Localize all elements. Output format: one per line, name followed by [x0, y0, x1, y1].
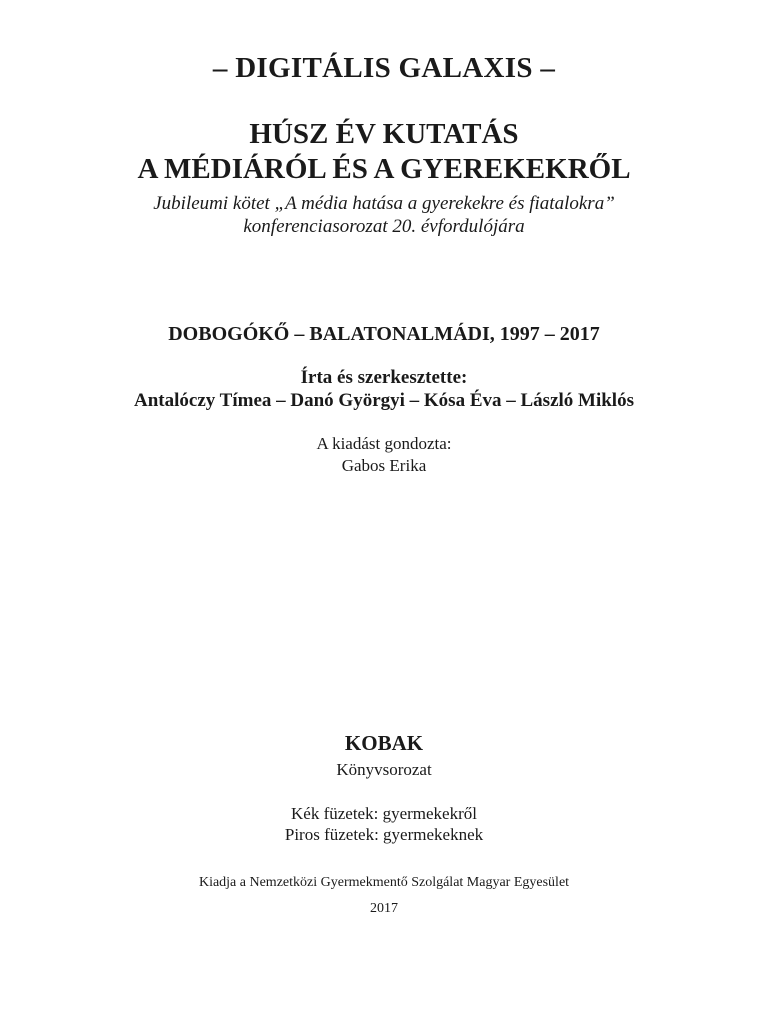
subtitle-line-1: Jubileumi kötet „A média hatása a gyerekekre és fiatalokra” — [153, 193, 615, 214]
book-title-line-1: HÚSZ ÉV KUTATÁS — [249, 118, 519, 150]
authors-label: Írta és szerkesztette: — [300, 367, 468, 388]
authors-names: Antalóczy Tímea – Danó Györgyi – Kósa Éva – László Miklós — [134, 390, 634, 411]
publication-year: 2017 — [370, 901, 398, 916]
book-series-type: Könyvsorozat — [336, 760, 432, 779]
book-title-line-2: A MÉDIÁRÓL ÉS A GYEREKEKRŐL — [137, 153, 631, 185]
editor-label: A kiadást gondozta: — [316, 434, 452, 453]
blue-series-line: Kék füzetek: gyermekekről — [291, 804, 477, 823]
publisher: Kiadja a Nemzetközi Gyermekmentő Szolgálat Magyar Egyesület — [198, 875, 570, 890]
book-series-name: KOBAK — [344, 731, 424, 755]
place-dates: DOBOGÓKŐ – BALATONALMÁDI, 1997 – 2017 — [168, 323, 600, 345]
editor-name: Gabos Erika — [341, 456, 427, 475]
series-title: – DIGITÁLIS GALAXIS – — [212, 52, 556, 84]
red-series-line: Piros füzetek: gyermekeknek — [284, 825, 484, 844]
subtitle-line-2: konferenciasorozat 20. évfordulójára — [243, 216, 525, 237]
